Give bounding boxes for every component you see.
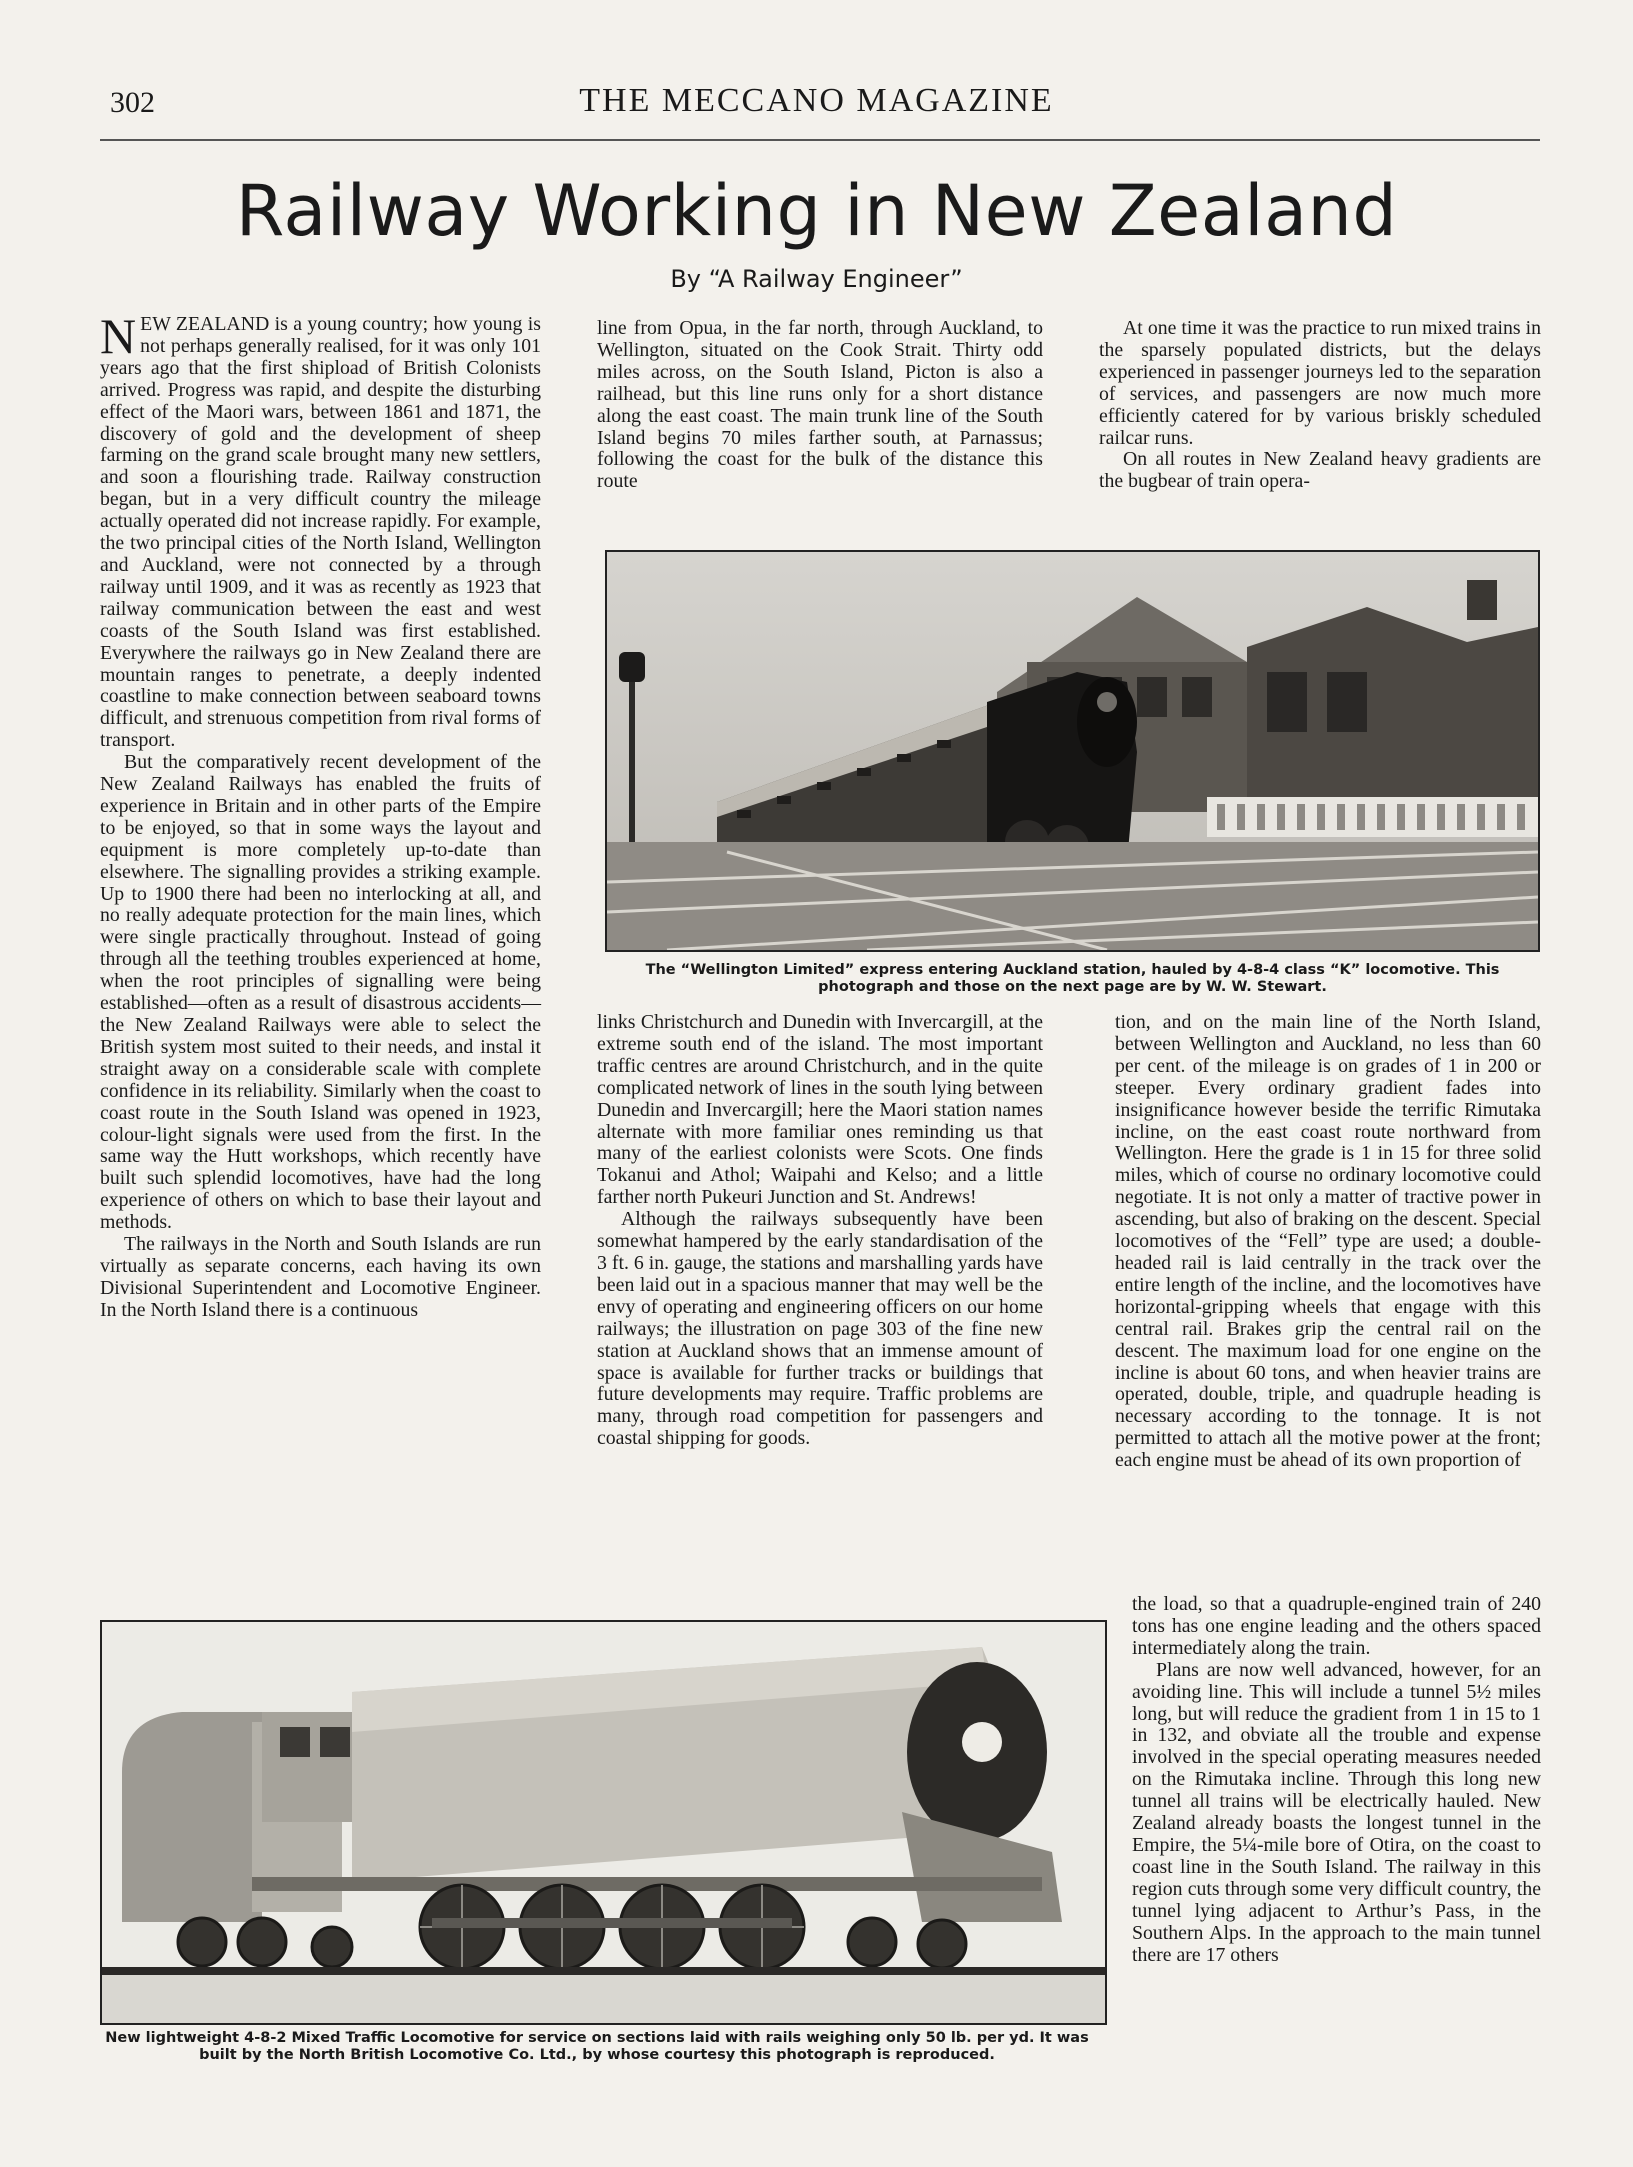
train-station-illustration [607, 552, 1538, 950]
paragraph: On all routes in New Zealand heavy gradients are the bugbear of train opera- [1099, 448, 1541, 493]
paragraph [100, 308, 541, 752]
paragraph: links Christchurch and Dunedin with Invercargill, at the extreme south end of the island. The most important traffic centres are around Christchurch, and in the quite complicated network of lines in the south lying between Dunedin and Invercargill; here the Maori station names alternate with more familiar ones reminding us that many of the earliest colonists were Scots. One finds Tokanui and Athol; Waipahi and Kelso; and a little farther north Pukeuri Junction and St. Andrews! [597, 1011, 1043, 1209]
paragraph: line from Opua, in the far north, through Auckland, to Wellington, situated on the Cook Strait. Thirty odd miles across, on the South Island, Picton is also a railhead, but this line runs only for a short distance along the east coast. The main trunk line of the South Island begins 70 miles farther south, at Parnassus; following the coast for the bulk of the distance this route [597, 317, 1043, 493]
locomotive-illustration [102, 1622, 1105, 2023]
photo-wellington-limited [605, 550, 1540, 952]
paragraph: Plans are now well advanced, however, for an avoiding line. This will include a tunnel 5½ miles long, but will reduce the gradient from 1 in 15 to 1 in 132, and obviate all the trouble and expense involved in the special operating measures needed on the Rimutaka incline. Through this long new tunnel all trains will be electrically hauled. New Zealand already boasts the longest tunnel in the Empire, the 5¼-mile bore of Otira, on the coast to coast line in the South Island. The railway in this region cuts through some very difficult country, the tunnel lying adjacent to Arthur’s Pass, in the Southern Alps. In the approach to the main tunnel there are 17 others [1132, 1658, 1541, 1966]
article-title: Railway Working in New Zealand [235, 170, 1398, 252]
paragraph: The railways in the North and South Islands are run virtually as separate concerns, each having its own Divisional Superintendent and Locomotive Engineer. In the North Island there is a continuous [100, 1233, 541, 1321]
paragraph: the load, so that a quadruple-engined train of 240 tons has one engine leading and the others spaced intermediately along the train. [1132, 1593, 1541, 1659]
paragraph: At one time it was the practice to run mixed trains in the sparsely populated districts, but the delays experienced in passenger journeys led to the separation of services, and passengers are now much more efficiently catered for by various briskly scheduled railcar runs. [1099, 317, 1541, 449]
article-byline: By “A Railway Engineer” [670, 265, 963, 293]
column-1 [100, 308, 541, 1322]
drop-cap: N [100, 308, 137, 364]
column-3-tail [1132, 1594, 1541, 1966]
column-3-bottom [1115, 1012, 1541, 1472]
photo-caption: New lightweight 4-8-2 Mixed Traffic Locomotive for service on sections laid with rails weighing only 50 lb. per yd. It was built by the North British Locomotive Co. Ltd., by whose courtesy this photograph is reproduced. [105, 2030, 1089, 2063]
column-3-top [1099, 318, 1541, 493]
page-number: 302 [110, 86, 155, 119]
column-2-top [597, 318, 1043, 493]
photo-caption: The “Wellington Limited” express entering Auckland station, hauled by 4-8-4 class “K” locomotive. This photograph and those on the next page are by W. W. Stewart. [645, 962, 1500, 995]
photo-4-8-2-locomotive [100, 1620, 1107, 2025]
magazine-masthead: THE MECCANO MAGAZINE [579, 82, 1054, 119]
paragraph: tion, and on the main line of the North Island, between Wellington and Auckland, no less than 60 per cent. of the mileage is on grades of 1 in 200 or steeper. Every ordinary gradient fades into insignificance however beside the terrific Rimutaka incline, on the east coast route northward from Wellington. Here the grade is 1 in 15 for three solid miles, which of course no ordinary locomotive could negotiate. It is not only a matter of tractive power in ascending, but also of braking on the descent. Special locomotives of the “Fell” type are used; a double-headed rail is laid centrally in the track over the entire length of the incline, and the locomotives have horizontal-gripping wheels that engage with this central rail. Brakes grip the central rail on the descent. The maximum load for one engine on the incline is about 60 tons, and when heavier trains are operated, double, triple, and quadruple heading is necessary according to the tonnage. It is not permitted to attach all the motive power at the front; each engine must be ahead of its own proportion of [1115, 1011, 1541, 1472]
paragraph-text: EW ZEALAND is a young country; how young is not perhaps generally realised, for it was only 101 years ago that the first shipload of British Colonists arrived. Progress was rapid, and despite the disturbing effect of the Maori wars, between 1861 and 1871, the discovery of gold and the development of sheep farming on the grand scale brought many new settlers, and soon a flourishing trade. Railway construction began, but in a very difficult country the mileage actually operated did not increase rapidly. For example, the two principal cities of the North Island, Wellington and Auckland, were not connected by a through railway until 1909, and it was as recently as 1923 that railway communication between the east and west coasts of the South Island was first established. Everywhere the railways go in New Zealand there are mountain ranges to penetrate, a deeply indented coastline to make connection between seaboard towns difficult, and strenuous competition from rival forms of transport. [100, 313, 541, 752]
paragraph: But the comparatively recent development of the New Zealand Railways has enabled the fruits of experience in Britain and in other parts of the Empire to be enjoyed, so that in some ways the layout and equipment is more completely up-to-date than elsewhere. The signalling provides a striking example. Up to 1900 there had been no interlocking at all, and no really adequate protection for the main lines, which were single practically throughout. Instead of going through all the teething troubles experienced at home, when the root principles of signalling were being established—often as a result of disastrous accidents—the New Zealand Railways were able to select the British system most suited to their needs, and instal it straight away on a considerable scale with complete confidence in its reliability. Similarly when the coast to coast route in the South Island was opened in 1923, colour-light signals were used from the first. In the same way the Hutt workshops, which recently have built such splendid locomotives, have had the long experience of others on which to base their layout and methods. [100, 751, 541, 1234]
paragraph: Although the railways subsequently have been somewhat hampered by the early standardisation of the 3 ft. 6 in. gauge, the stations and marshalling yards have been laid out in a spacious manner that may well be the envy of operating and engineering officers on our home railways; the illustration on page 303 of the fine new station at Auckland shows that an immense amount of space is available for further tracks or buildings that future developments may require. Traffic problems are many, through road competition for passengers and coastal shipping for goods. [597, 1208, 1043, 1450]
header-rule [100, 139, 1540, 141]
column-2-bottom [597, 1012, 1043, 1450]
